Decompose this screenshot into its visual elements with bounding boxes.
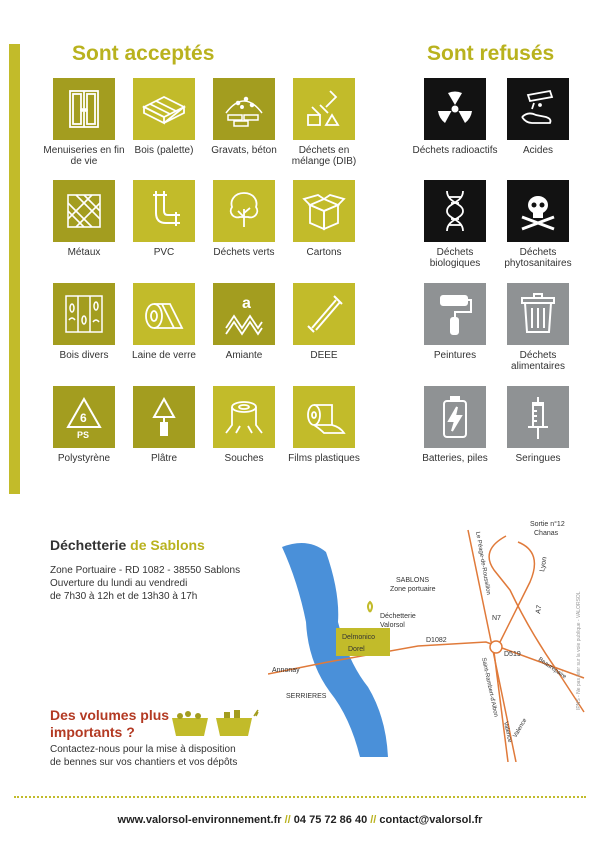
decheterie-title-prefix: Déchetterie: [50, 537, 131, 553]
accepted-item: [119, 78, 209, 156]
map-label-valence-2: Valence: [512, 717, 529, 739]
volumes-title: [50, 707, 180, 741]
map-label-saint-rambert: Saint-Rambert-d'Albon: [480, 657, 499, 718]
refused-label: Peintures: [433, 350, 477, 361]
syringe-icon: [507, 386, 569, 448]
map-label-sablons: SABLONS: [396, 577, 430, 584]
refused-label: Seringues: [515, 453, 561, 464]
volumes-title-line-1: Des volumes plus: [50, 707, 170, 723]
dotted-divider: [14, 796, 586, 798]
plastic-film-icon: [293, 386, 355, 448]
map-label-delmonico-1: Delmonico: [342, 634, 376, 641]
accepted-label: Bois (palette): [134, 145, 194, 156]
map-label-a7: A7: [535, 604, 544, 615]
accepted-item: [279, 386, 369, 464]
skull-icon: [507, 180, 569, 242]
refused-heading: Sont refusés: [427, 42, 555, 65]
map-label-n7: N7: [492, 615, 501, 622]
map-label-delmonico-2: Dorel: [348, 646, 365, 653]
map-label-exit-town: Chanas: [534, 530, 559, 537]
accepted-item: [279, 180, 369, 258]
refused-label: Déchets biologiques: [429, 247, 481, 269]
asbestos-sheet-icon: [213, 283, 275, 345]
window-icon: [53, 78, 115, 140]
location-pin-icon: [368, 602, 372, 612]
hours-line-2: de 7h30 à 12h et de 13h30 à 17h: [50, 591, 198, 602]
refused-item: [493, 180, 583, 269]
map-label-zone: Zone portuaire: [390, 586, 436, 593]
volumes-text: [50, 743, 290, 769]
email-link[interactable]: contact@valorsol.fr: [379, 814, 483, 826]
radioactive-icon: [424, 78, 486, 140]
accepted-item: [119, 180, 209, 258]
refused-item: [493, 78, 583, 156]
refused-item: [410, 78, 500, 156]
hours-line-1: Ouverture du lundi au vendredi: [50, 578, 188, 589]
accepted-item: [199, 78, 289, 156]
acid-icon: [507, 78, 569, 140]
battery-icon: [424, 386, 486, 448]
dumpster-icon: [170, 708, 260, 738]
roundabout: [490, 641, 502, 653]
rubble-icon: [213, 78, 275, 140]
accepted-label: Plâtre: [150, 453, 178, 464]
pallet-icon: [133, 78, 195, 140]
refused-label: Acides: [522, 145, 553, 156]
volumes-text-line-1: Contactez-nous pour la mise à disposition: [50, 744, 236, 755]
accepted-label: Bois divers: [59, 350, 109, 361]
decheterie-info: [50, 564, 240, 603]
recycle-code: PS: [77, 430, 90, 440]
accepted-label: Souches: [224, 453, 264, 464]
decheterie-title-highlight: de Sablons: [130, 537, 205, 553]
location-map: [268, 512, 588, 762]
dna-icon: [424, 180, 486, 242]
wood-planks-icon: [53, 283, 115, 345]
footer: [0, 814, 600, 826]
refused-label: Batteries, piles: [422, 453, 488, 464]
refused-item: [410, 386, 500, 464]
pipe-icon: [133, 180, 195, 242]
address: Zone Portuaire - RD 1082 - 38550 Sablons: [50, 565, 241, 576]
accepted-label: Polystyrène: [57, 453, 111, 464]
accepted-label: Films plastiques: [288, 453, 360, 464]
accepted-item: [199, 180, 289, 258]
accepted-label: Métaux: [67, 247, 101, 258]
accepted-label: DEEE: [310, 350, 338, 361]
volumes-title-line-2: importants ?: [50, 724, 135, 740]
refused-label: Déchets radioactifs: [412, 145, 498, 156]
accepted-label: Déchets en mélange (DIB): [291, 145, 357, 167]
accepted-label: PVC: [153, 247, 175, 258]
accepted-heading: Sont acceptés: [72, 42, 215, 65]
tube-lamp-icon: [293, 283, 355, 345]
accepted-item: [199, 283, 289, 361]
map-label-d519: D519: [504, 651, 521, 658]
map-label-poi-1: Déchetterie: [380, 613, 416, 620]
box-icon: [293, 180, 355, 242]
phone-number[interactable]: 04 75 72 86 40: [293, 814, 368, 826]
trash-can-icon: [507, 283, 569, 345]
accepted-item: [39, 180, 129, 258]
map-label-serrieres: SERRIERES: [286, 693, 327, 700]
map-label-beaurepaire: Beaurepaire: [536, 656, 568, 681]
accepted-item: [39, 283, 129, 361]
map-label-lyon: Lyon: [539, 556, 549, 573]
decheterie-title: [50, 537, 205, 553]
map-label-peage: Le Péage-de-Roussillon: [474, 531, 492, 596]
accepted-label: Menuiseries en fin de vie: [43, 145, 125, 167]
accepted-item: [39, 386, 129, 464]
trowel-icon: [133, 386, 195, 448]
accepted-item: [39, 78, 129, 167]
metal-grid-icon: [53, 180, 115, 242]
volumes-text-line-2: de bennes sur vos chantiers et vos dépôts: [50, 757, 238, 768]
website-link[interactable]: www.valorsol-environnement.fr: [117, 814, 282, 826]
refused-item: [493, 283, 583, 372]
recycle-number: 6: [80, 411, 87, 425]
map-label-exit: Sortie n°12: [530, 521, 565, 528]
accepted-item: [119, 386, 209, 464]
paint-roller-icon: [424, 283, 486, 345]
map-label-poi-2: Valorsol: [380, 622, 405, 629]
accepted-item: [279, 78, 369, 167]
refused-item: [410, 180, 500, 269]
refused-label: Déchets phytosanitaires: [504, 247, 572, 269]
accepted-label: Cartons: [306, 247, 342, 258]
accepted-label: Laine de verre: [132, 350, 196, 361]
map-label-valence-1: Valence: [502, 721, 513, 744]
accepted-item: [199, 386, 289, 464]
accepted-label: Gravats, béton: [211, 145, 277, 156]
footer-separator: //: [367, 814, 380, 826]
accepted-label: Amiante: [225, 350, 263, 361]
accent-side-bar: [9, 44, 20, 494]
accepted-label: Déchets verts: [213, 247, 275, 258]
map-label-annonay: Annonay: [272, 667, 300, 674]
map-label-d1082: D1082: [426, 637, 447, 644]
svg-text:a: a: [242, 295, 251, 312]
accepted-item: [279, 283, 369, 361]
refused-item: [493, 386, 583, 464]
refused-label: Déchets alimentaires: [511, 350, 565, 372]
stump-icon: [213, 386, 275, 448]
footer-separator: //: [281, 814, 294, 826]
refused-item: [410, 283, 500, 361]
side-legal-note: IPNS - Ne pas jeter sur la voie publique - VALORSOL: [576, 591, 582, 710]
wool-roll-icon: [133, 283, 195, 345]
mixed-waste-icon: [293, 78, 355, 140]
accepted-item: [119, 283, 209, 361]
recycle-ps-icon: [53, 386, 115, 448]
tree-icon: [213, 180, 275, 242]
road-a7: [489, 536, 584, 712]
